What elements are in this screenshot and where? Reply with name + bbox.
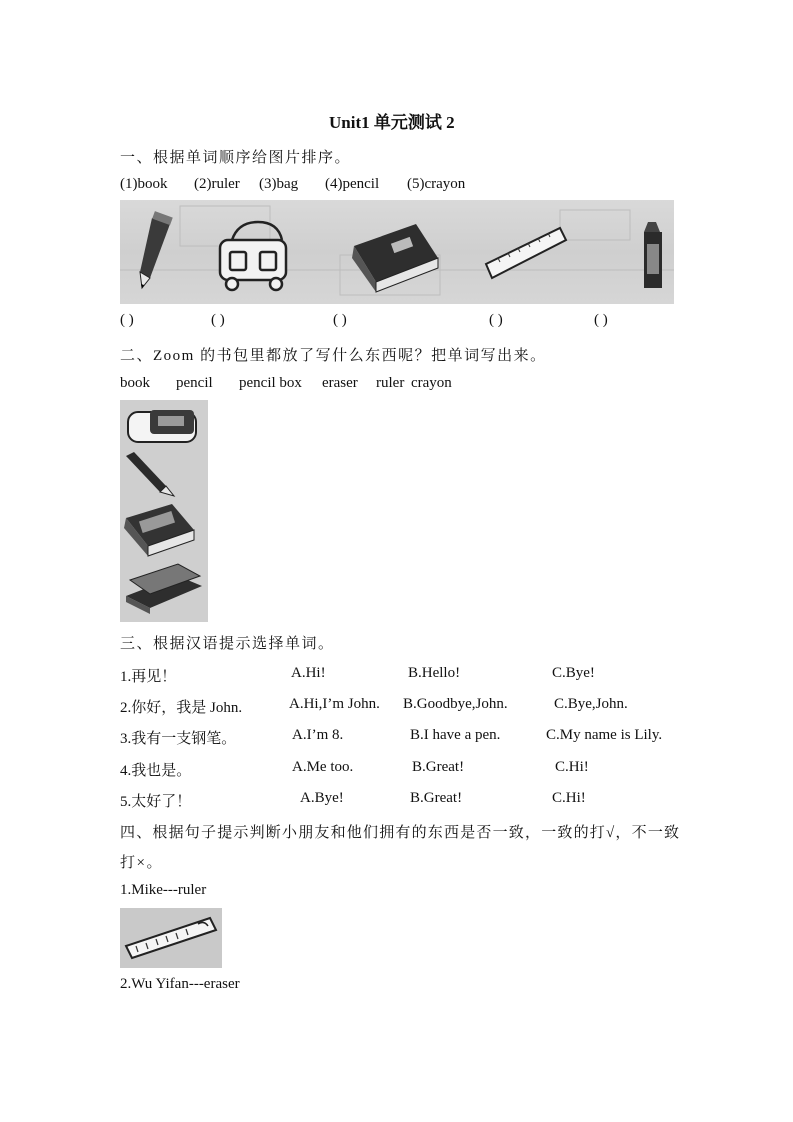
q5-option-a[interactable]: A.Bye! xyxy=(300,790,344,806)
book-picture xyxy=(352,224,438,292)
crayon-picture xyxy=(644,222,662,288)
book-picture-2 xyxy=(124,504,194,556)
pencil-picture xyxy=(140,211,173,288)
page-title: Unit1 单元测试 2 xyxy=(329,113,455,132)
question-5: 5.太好了！ xyxy=(120,794,192,810)
answer-bracket-2[interactable]: ( ) xyxy=(211,312,225,328)
pencil-box-picture xyxy=(126,564,202,614)
word-eraser: eraser xyxy=(322,375,358,391)
section2-heading: 二、Zoom 的书包里都放了写什么东西呢？把单词写出来。 xyxy=(120,348,547,364)
section4-heading-line2: 打×。 xyxy=(120,855,163,871)
q3-option-b[interactable]: B.I have a pen. xyxy=(410,727,501,743)
word-book: (1)book xyxy=(120,176,168,192)
q5-option-c[interactable]: C.Hi! xyxy=(552,790,586,806)
q2-option-c[interactable]: C.Bye,John. xyxy=(554,696,628,712)
q3-option-a[interactable]: A.I’m 8. xyxy=(292,727,344,743)
bag-picture xyxy=(220,222,286,290)
q4-option-c[interactable]: C.Hi! xyxy=(555,759,589,775)
answer-bracket-4[interactable]: ( ) xyxy=(489,312,503,328)
question-3: 3.我有一支钢笔。 xyxy=(120,731,237,747)
zoom-bag-items-picture xyxy=(120,400,208,622)
pen-picture xyxy=(126,452,174,496)
word-pencil: (4)pencil xyxy=(325,176,380,192)
section3-heading: 三、根据汉语提示选择单词。 xyxy=(120,636,335,652)
word-bag: (3)bag xyxy=(259,176,299,192)
q4-option-a[interactable]: A.Me too. xyxy=(292,759,354,775)
eraser-picture xyxy=(128,410,196,442)
answer-bracket-5[interactable]: ( ) xyxy=(594,312,608,328)
word-crayon-2: crayon xyxy=(411,375,452,391)
q1-option-c[interactable]: C.Bye! xyxy=(552,665,595,681)
school-items-picture-strip xyxy=(120,200,674,304)
answer-bracket-3[interactable]: ( ) xyxy=(333,312,347,328)
q5-option-b[interactable]: B.Great! xyxy=(410,790,463,806)
word-ruler: (2)ruler xyxy=(194,176,240,192)
question-1: 1.再见！ xyxy=(120,669,177,685)
q4-option-b[interactable]: B.Great! xyxy=(412,759,465,775)
mike-ruler-picture xyxy=(120,908,222,968)
answer-bracket-1[interactable]: ( ) xyxy=(120,312,134,328)
word-crayon: (5)crayon xyxy=(407,176,466,192)
q2-option-a[interactable]: A.Hi,I’m John. xyxy=(289,696,380,712)
word-book-2: book xyxy=(120,375,150,391)
ruler-picture-2 xyxy=(126,918,216,958)
question-4: 4.我也是。 xyxy=(120,763,192,779)
q1-option-b[interactable]: B.Hello! xyxy=(408,665,461,681)
item-mike-ruler: 1.Mike---ruler xyxy=(120,882,207,898)
word-ruler-2: ruler xyxy=(376,375,405,391)
question-2: 2.你好，我是 John. xyxy=(120,700,243,716)
q2-option-b[interactable]: B.Goodbye,John. xyxy=(403,696,508,712)
section1-heading: 一、根据单词顺序给图片排序。 xyxy=(120,150,352,166)
section4-heading-line1: 四、根据句子提示判断小朋友和他们拥有的东西是否一致，一致的打√，不一致 xyxy=(120,825,681,841)
q1-option-a[interactable]: A.Hi! xyxy=(291,665,326,681)
item-wu-yifan-eraser: 2.Wu Yifan---eraser xyxy=(120,976,240,992)
word-pencil-2: pencil xyxy=(176,375,213,391)
q3-option-c[interactable]: C.My name is Lily. xyxy=(546,727,663,743)
word-pencil-box: pencil box xyxy=(239,375,302,391)
